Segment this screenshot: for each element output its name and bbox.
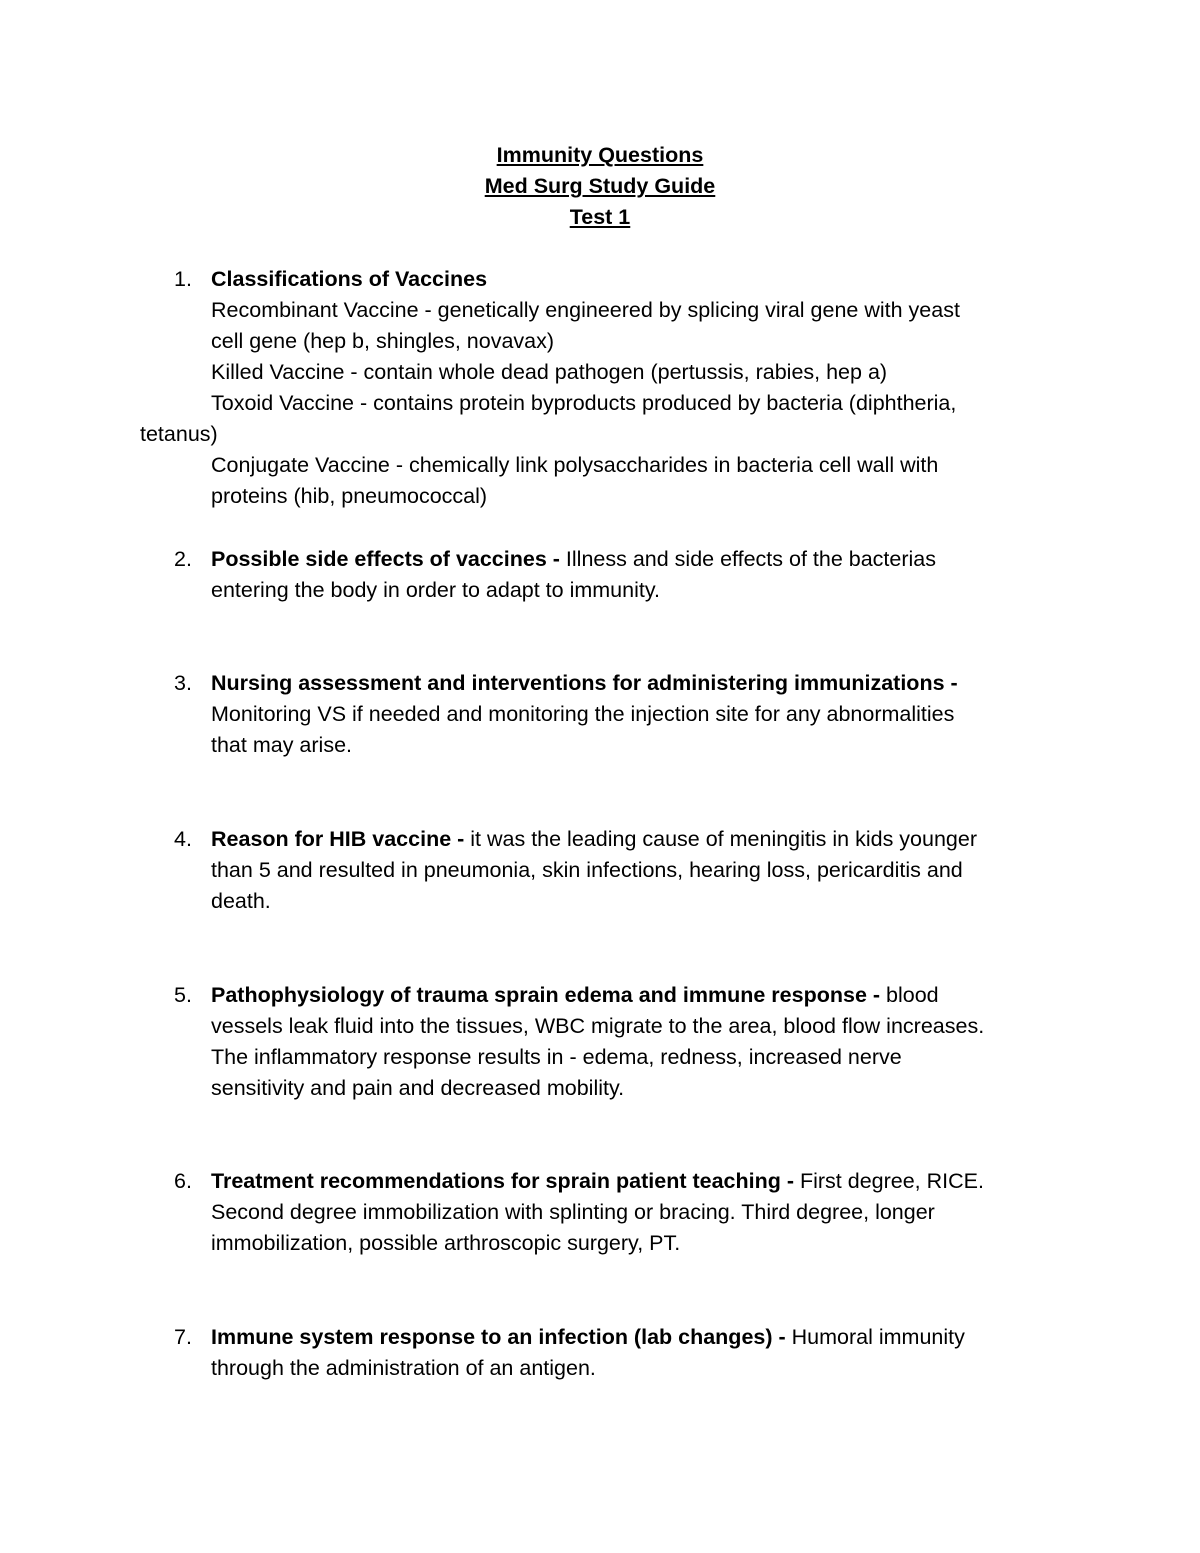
item-heading: Classifications of Vaccines <box>211 267 488 291</box>
item-line: Recombinant Vaccine - genetically engineered by splicing viral gene with yeast <box>211 298 960 322</box>
item-text: First degree, RICE. <box>794 1169 984 1193</box>
item-heading: Pathophysiology of trauma sprain edema and immune response - <box>211 983 881 1007</box>
item-line: than 5 and resulted in pneumonia, skin infections, hearing loss, pericarditis and <box>211 858 963 882</box>
item-line: entering the body in order to adapt to immunity. <box>211 578 660 602</box>
item-body <box>211 544 1071 606</box>
item-line: Toxoid Vaccine - contains protein byproducts produced by bacteria (diphtheria, <box>211 391 957 415</box>
item-body <box>211 824 1071 917</box>
item-number: 2. <box>174 547 192 571</box>
item-body <box>211 980 1071 1104</box>
item-text: Illness and side effects of the bacterias <box>559 547 937 571</box>
item-number: 1. <box>174 267 192 291</box>
item-number: 5. <box>174 983 192 1007</box>
item-heading: Possible side effects of vaccines - <box>211 547 560 571</box>
document-header <box>0 140 1200 233</box>
item-body <box>211 668 1071 761</box>
item-line: Second degree immobilization with splinting or bracing. Third degree, longer <box>211 1200 935 1224</box>
item-body <box>140 264 1071 512</box>
item-text: blood <box>880 983 939 1007</box>
item-line: tetanus) <box>140 422 218 446</box>
item-line: death. <box>211 889 271 913</box>
document-title: Immunity Questions <box>496 143 704 167</box>
item-line: sensitivity and pain and decreased mobility. <box>211 1076 625 1100</box>
item-line: vessels leak fluid into the tissues, WBC migrate to the area, blood flow increases. <box>211 1014 985 1038</box>
item-line: Killed Vaccine - contain whole dead pathogen (pertussis, rabies, hep a) <box>211 360 888 384</box>
item-number: 7. <box>174 1325 192 1349</box>
item-line: Conjugate Vaccine - chemically link polysaccharides in bacteria cell wall with <box>211 453 939 477</box>
item-text: it was the leading cause of meningitis in kids younger <box>464 827 978 851</box>
item-line: immobilization, possible arthroscopic surgery, PT. <box>211 1231 681 1255</box>
item-line: The inflammatory response results in - edema, redness, increased nerve <box>211 1045 902 1069</box>
item-line: Monitoring VS if needed and monitoring the injection site for any abnormalities <box>211 702 955 726</box>
item-number: 3. <box>174 671 192 695</box>
item-number: 6. <box>174 1169 192 1193</box>
document-test-label: Test 1 <box>569 205 631 229</box>
item-body <box>211 1166 1071 1259</box>
item-heading: Treatment recommendations for sprain patient teaching - <box>211 1169 794 1193</box>
item-line: proteins (hib, pneumococcal) <box>211 484 488 508</box>
document-subtitle: Med Surg Study Guide <box>484 174 716 198</box>
item-body <box>211 1322 1071 1384</box>
item-heading: Immune system response to an infection (lab changes) - <box>211 1325 786 1349</box>
item-text: Humoral immunity <box>785 1325 965 1349</box>
item-heading: Reason for HIB vaccine - <box>211 827 465 851</box>
item-line: through the administration of an antigen. <box>211 1356 596 1380</box>
item-line: cell gene (hep b, shingles, novavax) <box>211 329 555 353</box>
item-heading: Nursing assessment and interventions for administering immunizations - <box>211 671 958 695</box>
item-line: that may arise. <box>211 733 352 757</box>
item-number: 4. <box>174 827 192 851</box>
